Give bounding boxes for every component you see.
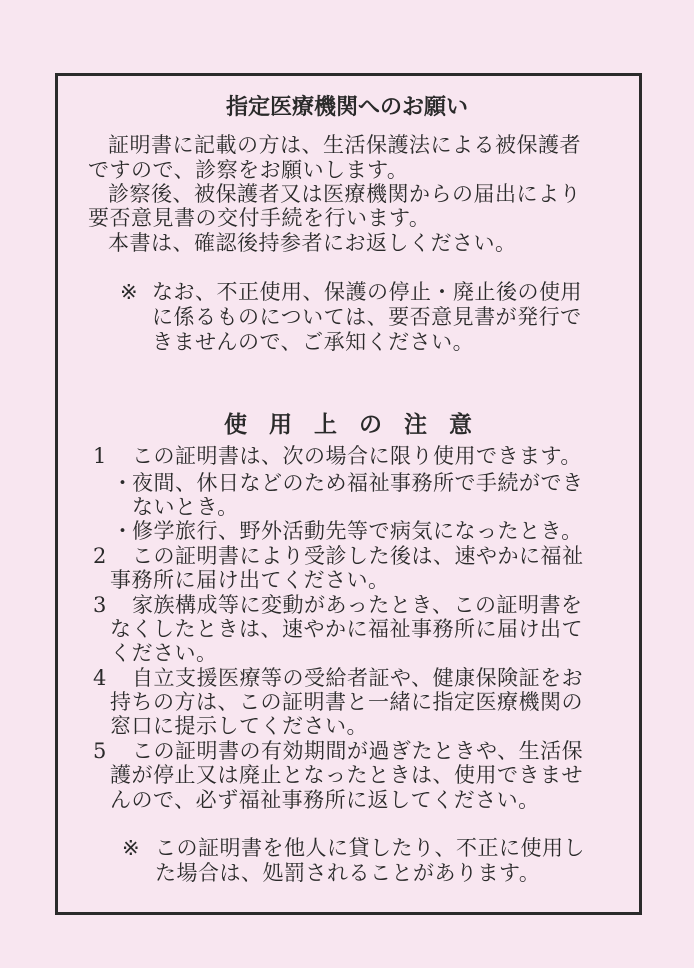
reference-mark: ※ [120,280,138,304]
bullet: ・ [112,519,133,543]
caution-line: なくしたときは、速やかに福祉事務所に届け出て [110,617,583,641]
item-number: 2 [93,544,107,568]
caution-line: 持ちの方は、この証明書と一緒に指定医療機関の [110,690,583,714]
caution-line: この証明書は、次の場合に限り使用できます。 [132,444,582,468]
caution-line: 窓口に提示してください。 [110,714,368,738]
note-line: に係るものについては、要否意見書が発行で [152,305,582,329]
item-number: 4 [93,666,107,690]
caution-line: んので、必ず福祉事務所に返してください。 [110,788,540,812]
caution-line: この証明書により受診した後は、速やかに福祉 [132,544,584,568]
reference-mark: ※ [122,836,140,860]
bullet: ・ [112,471,133,495]
item-number: 5 [93,739,107,763]
note-line: この証明書を他人に貸したり、不正に使用し [155,836,585,860]
caution-line: 夜間、休日などのため福祉事務所で手続ができ [132,471,584,495]
caution-line: ください。 [110,641,218,665]
item-number: 3 [93,593,107,617]
paragraph-line: 要否意見書の交付手続を行います。 [88,206,431,230]
note-line: なお、不正使用、保護の停止・廃止後の使用 [152,280,582,304]
paragraph-line: 証明書に記載の方は、生活保護法による被保護者 [108,133,581,157]
cautions-title: 使用上の注意 [224,412,494,438]
paragraph-line: ですので、診察をお願いします。 [88,158,409,182]
request-title: 指定医療機関へのお願い [225,95,468,120]
caution-line: 自立支援医療等の受給者証や、健康保険証をお [132,666,584,690]
item-number: 1 [93,444,107,468]
caution-line: 修学旅行、野外活動先等で病気になったとき。 [132,519,583,543]
paragraph-line: 診察後、被保護者又は医療機関からの届出により [108,182,581,206]
caution-line: 家族構成等に変動があったとき、この証明書を [132,593,583,617]
caution-line: ないとき。 [132,495,239,519]
note-line: た場合は、処罰されることがあります。 [155,861,541,885]
note-line: きませんので、ご承知ください。 [152,330,475,354]
caution-line: 護が停止又は廃止となったときは、使用できませ [110,763,583,787]
caution-line: この証明書の有効期間が過ぎたときや、生活保 [132,739,584,763]
caution-line: 事務所に届け出てください。 [110,568,390,592]
paragraph-line: 本書は、確認後持参者にお返しください。 [108,231,517,255]
